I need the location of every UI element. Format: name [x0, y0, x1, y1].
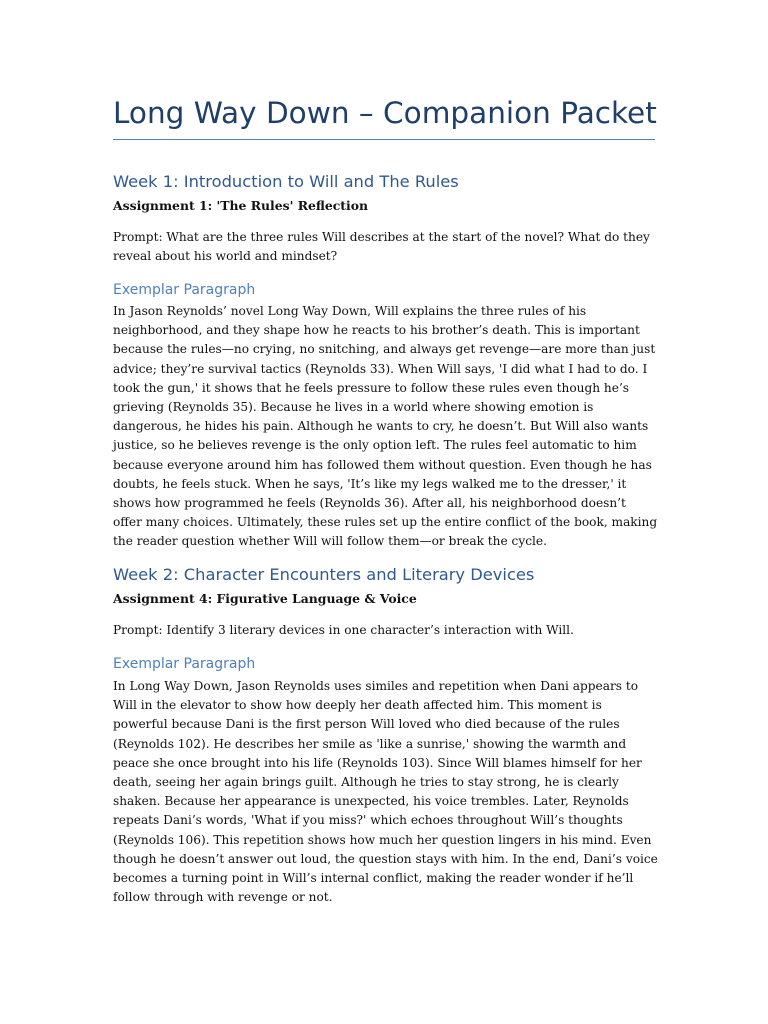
week-2-prompt: Prompt: Identify 3 literary devices in one character’s interaction with Will.	[113, 623, 574, 637]
title-underline	[113, 139, 655, 140]
week-1-heading: Week 1: Introduction to Will and The Rules	[113, 172, 459, 191]
week-1-prompt: Prompt: What are the three rules Will describes at the start of the novel? What do they reveal about his world and mindset?	[113, 230, 650, 264]
document-title: Long Way Down – Companion Packet	[113, 96, 657, 130]
week-2-exemplar-paragraph: In Long Way Down, Jason Reynolds uses similes and repetition when Dani appears to Will in the elevator to show how deeply her death affected him. This moment is powerful because Dani is the first person Will loved who died because of the rules (Reynolds 102). He describes her smile as 'like a sunrise,' showing the warmth and peace she once brought into his life (Reynolds 103). Since Will blames himself for her death, seeing her again brings guilt. Although he tries to stay strong, he is clearly shaken. Because her appearance is unexpected, his voice trembles. Later, Reynolds repeats Dani’s words, 'What if you miss?' which echoes throughout Will’s thoughts (Reynolds 106). This repetition shows how much her question lingers in his mind. Even though he doesn’t answer out loud, the question stays with him. In the end, Dani’s voice becomes a turning point in Will’s internal conflict, making the reader wonder if he’ll follow through with revenge or not.	[113, 679, 658, 905]
week-2-assignment-title: Assignment 4: Figurative Language & Voice	[113, 591, 417, 606]
week-2-exemplar-heading: Exemplar Paragraph	[113, 656, 256, 672]
week-1-assignment-title: Assignment 1: 'The Rules' Reflection	[113, 198, 369, 213]
week-1-exemplar-paragraph: In Jason Reynolds’ novel Long Way Down, Will explains the three rules of his neighborhood, and they shape how he reacts to his brother’s death. This is important because the rules—no crying, no snitching, and always get revenge—are more than just advice; they’re survival tactics (Reynolds 33). When Will says, 'I did what I had to do. I took the gun,' it shows that he feels pressure to follow these rules even though he’s grieving (Reynolds 35). Because he lives in a world where showing emotion is dangerous, he hides his pain. Although he wants to cry, he doesn’t. But Will also wants justice, so he believes revenge is the only option left. The rules feel automatic to him because everyone around him has followed them without question. Even though he has doubts, he feels stuck. When he says, 'It’s like my legs walked me to the dresser,' it shows how programmed he feels (Reynolds 36). After all, his neighborhood doesn’t offer many choices. Ultimately, these rules set up the entire conflict of the book, making the reader question whether Will will follow them—or break the cycle.	[113, 304, 658, 549]
week-1-exemplar-heading: Exemplar Paragraph	[113, 282, 256, 298]
week-2-heading: Week 2: Character Encounters and Literary Devices	[113, 565, 535, 584]
